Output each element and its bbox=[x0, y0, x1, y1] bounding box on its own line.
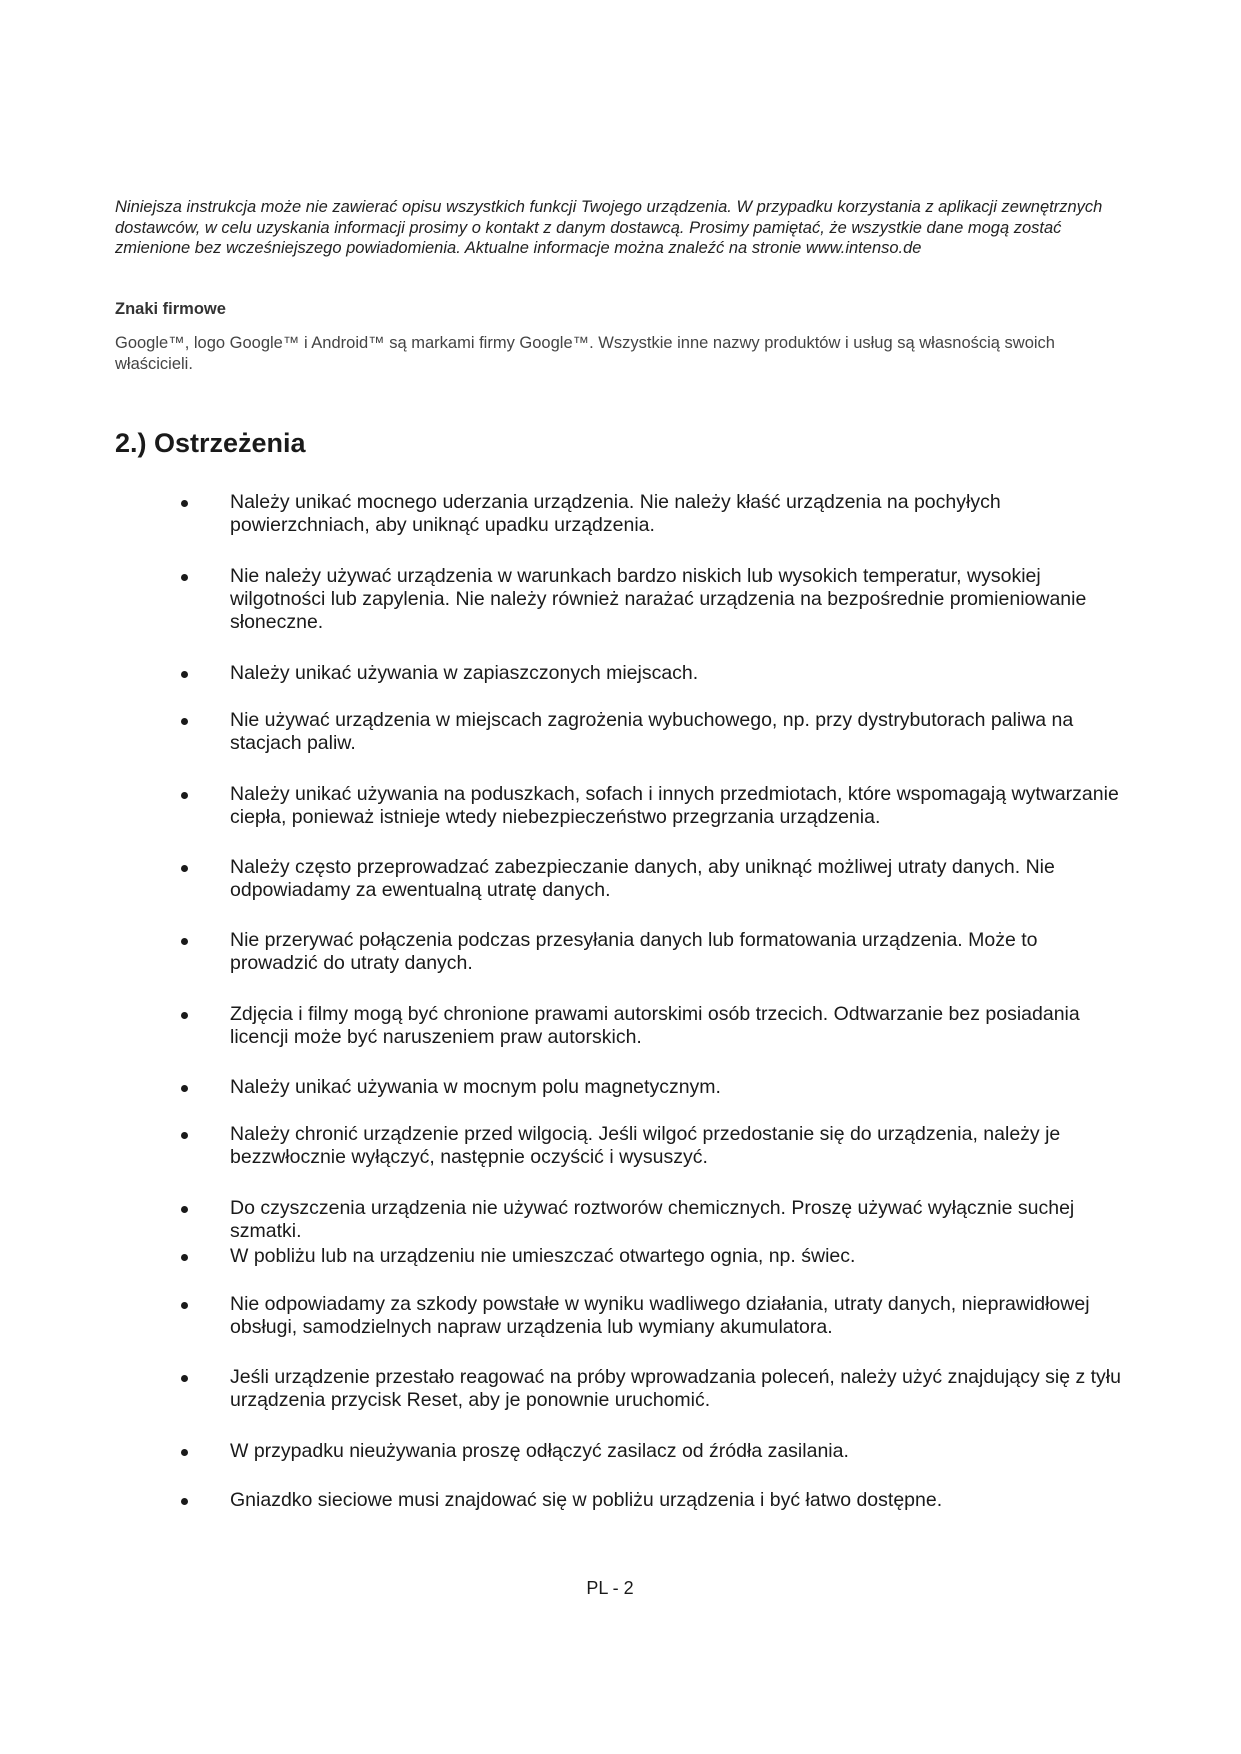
warning-text: Należy unikać używania w zapiaszczonych miejscach. bbox=[230, 662, 699, 684]
list-item bbox=[230, 1440, 1130, 1463]
warning-text: Należy unikać używania na poduszkach, sofach i innych przedmiotach, które wspomagają wytwarzanie ciepła, ponieważ istnieje wtedy niebezpieczeństwo przegrzania urządzenia. bbox=[230, 783, 1119, 828]
bullet-icon bbox=[181, 718, 188, 725]
trademarks-text: Google™, logo Google™ i Android™ są markami firmy Google™. Wszystkie inne nazwy produktów i usług są własnością swoich właścicieli. bbox=[115, 334, 1055, 373]
bullet-icon bbox=[181, 1254, 188, 1261]
warning-text: Gniazdko sieciowe musi znajdować się w pobliżu urządzenia i być łatwo dostępne. bbox=[230, 1489, 943, 1511]
bullet-icon bbox=[181, 1498, 188, 1505]
bullet-icon bbox=[181, 671, 188, 678]
bullet-icon bbox=[181, 1132, 188, 1139]
intro-paragraph: Niniejsza instrukcja może nie zawierać opisu wszystkich funkcji Twojego urządzenia. W przypadku korzystania z aplikacji zewnętrznych dostawców, w celu uzyskania informacji prosimy o kontakt z danym dostawcą. Prosimy pamiętać, że wszystkie dane mogą zostać zmienione bez wcześniejszego powiadomienia. Aktualne informacje można znaleźć na stronie www.intenso.de bbox=[115, 198, 1103, 257]
list-item bbox=[230, 1197, 1130, 1243]
warning-text: W pobliżu lub na urządzeniu nie umieszczać otwartego ognia, np. świec. bbox=[230, 1245, 856, 1267]
list-item bbox=[230, 856, 1130, 902]
warning-text: W przypadku nieużywania proszę odłączyć zasilacz od źródła zasilania. bbox=[230, 1440, 849, 1462]
bullet-icon bbox=[181, 1206, 188, 1213]
bullet-icon bbox=[181, 865, 188, 872]
bullet-icon bbox=[181, 938, 188, 945]
warning-text: Nie używać urządzenia w miejscach zagrożenia wybuchowego, np. przy dystrybutorach paliwa na stacjach paliw. bbox=[230, 709, 1074, 754]
list-item bbox=[230, 491, 1130, 537]
list-item bbox=[230, 1489, 1130, 1512]
list-item bbox=[230, 565, 1130, 634]
warning-text: Do czyszczenia urządzenia nie używać roztworów chemicznych. Proszę używać wyłącznie suchej szmatki. bbox=[230, 1197, 1075, 1242]
list-item bbox=[230, 783, 1130, 829]
warning-text: Nie przerywać połączenia podczas przesyłania danych lub formatowania urządzenia. Może to prowadzić do utraty danych. bbox=[230, 929, 1038, 974]
warning-text: Należy unikać mocnego uderzania urządzenia. Nie należy kłaść urządzenia na pochyłych powierzchniach, aby uniknąć upadku urządzenia. bbox=[230, 491, 1001, 536]
bullet-icon bbox=[181, 1375, 188, 1382]
list-item bbox=[230, 1003, 1130, 1049]
list-item bbox=[230, 1293, 1130, 1339]
list-item bbox=[230, 929, 1130, 975]
warning-text: Należy często przeprowadzać zabezpieczanie danych, aby uniknąć możliwej utraty danych. Nie odpowiadamy za ewentualną utratę danych. bbox=[230, 856, 1055, 901]
bullet-icon bbox=[181, 1012, 188, 1019]
warning-text: Nie należy używać urządzenia w warunkach bardzo niskich lub wysokich temperatur, wysokiej wilgotności lub zapylenia. Nie należy również narażać urządzenia na bezpośrednie promieniowanie słoneczne. bbox=[230, 565, 1087, 633]
warning-text: Należy unikać używania w mocnym polu magnetycznym. bbox=[230, 1076, 721, 1098]
bullet-icon bbox=[181, 1302, 188, 1309]
bullet-icon bbox=[181, 1085, 188, 1092]
list-item bbox=[230, 662, 1130, 685]
bullet-icon bbox=[181, 574, 188, 581]
bullet-icon bbox=[181, 500, 188, 507]
list-item bbox=[230, 1076, 1130, 1099]
list-item bbox=[230, 1366, 1130, 1412]
bullet-icon bbox=[181, 792, 188, 799]
bullet-icon bbox=[181, 1449, 188, 1456]
warning-text: Jeśli urządzenie przestało reagować na próby wprowadzania poleceń, należy użyć znajdujący się z tyłu urządzenia przycisk Reset, aby je ponownie uruchomić. bbox=[230, 1366, 1121, 1411]
list-item bbox=[230, 709, 1130, 755]
list-item bbox=[230, 1245, 1130, 1268]
warning-text: Zdjęcia i filmy mogą być chronione prawami autorskimi osób trzecich. Odtwarzanie bez posiadania licencji może być naruszeniem praw autorskich. bbox=[230, 1003, 1080, 1048]
warning-text: Należy chronić urządzenie przed wilgocią. Jeśli wilgoć przedostanie się do urządzenia, należy je bezzwłocznie wyłączyć, następnie oczyścić i wysuszyć. bbox=[230, 1123, 1061, 1168]
trademarks-heading: Znaki firmowe bbox=[115, 300, 226, 318]
page-number: PL - 2 bbox=[586, 1578, 634, 1598]
list-item bbox=[230, 1123, 1130, 1169]
section-title: 2.) Ostrzeżenia bbox=[115, 428, 306, 458]
warning-text: Nie odpowiadamy za szkody powstałe w wyniku wadliwego działania, utraty danych, nieprawidłowej obsługi, samodzielnych napraw urządzenia lub wymiany akumulatora. bbox=[230, 1293, 1090, 1338]
